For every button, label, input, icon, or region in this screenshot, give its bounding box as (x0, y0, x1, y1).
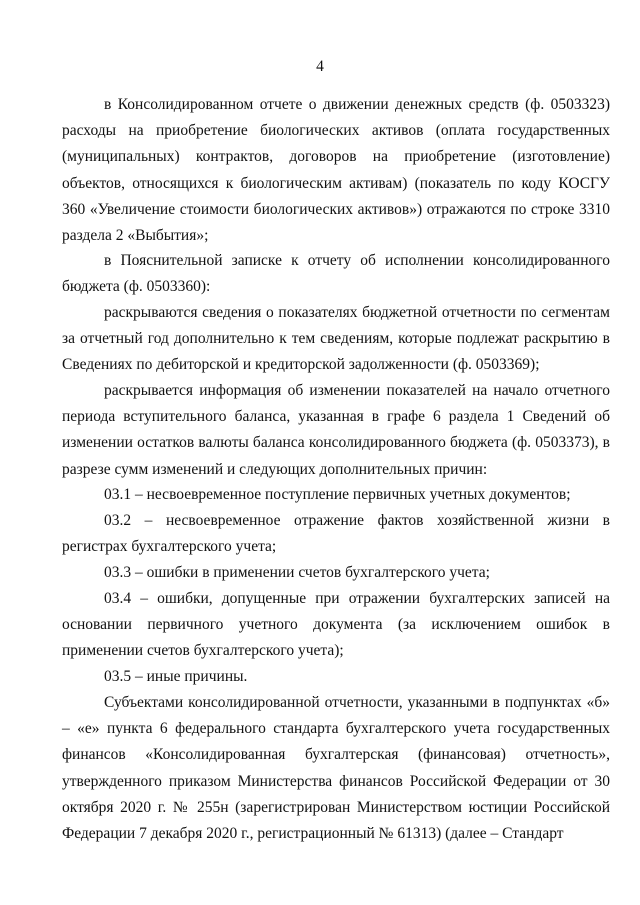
paragraph-consolidation-subjects: Субъектами консолидированной отчетности, указанными в подпунктах «б» – «е» пункта 6 федерального стандарта бухгалтерского учета государственных финансов «Консолидированная бухгалтерская (финансовая) отчетность», утвержденного приказом Министерства финансов Российской Федерации от 30 октября 2020 г. № 255н (зарегистрирован Министерством юстиции Российской Федерации 7 декабря 2020 г., регистрационный № 61313) (далее – Стандарт (62, 694, 610, 843)
list-item-03-1: 03.1 – несвоевременное поступление первичных учетных документов; (104, 486, 571, 503)
list-item-03-3: 03.3 – ошибки в применении счетов бухгалтерского учета; (104, 564, 490, 581)
page-number: 4 (316, 58, 324, 75)
list-item-03-5: 03.5 – иные причины. (104, 668, 248, 685)
paragraph-segment-disclosure: раскрываются сведения о показателях бюджетной отчетности по сегментам за отчетный год дополнительно к тем сведениям, которые подлежат раскрытию в Сведениях по дебиторской и кредиторской задолженности (ф. 0503369); (62, 304, 610, 374)
list-item-03-2: 03.2 – несвоевременное отражение фактов хозяйственной жизни в регистрах бухгалтерского учета; (62, 512, 610, 556)
list-item-03-4: 03.4 – ошибки, допущенные при отражении бухгалтерских записей на основании первичного учетного документа (за исключением ошибок в применении счетов бухгалтерского учета); (62, 590, 610, 660)
paragraph-balance-changes: раскрывается информация об изменении показателей на начало отчетного периода вступительного баланса, указанная в графе 6 раздела 1 Сведений об изменении остатков валюты баланса консолидированного бюджета (ф. 0503373), в разрезе сумм изменений и следующих дополнительных причин: (62, 382, 610, 478)
paragraph-explanatory-note: в Пояснительной записке к отчету об исполнении консолидированного бюджета (ф. 0503360): (62, 252, 610, 296)
paragraph-cash-flow-report: в Консолидированном отчете о движении денежных средств (ф. 0503323) расходы на приобретение биологических активов (оплата государственных (муниципальных) контрактов, договоров на приобретение (изготовление) объектов, относящихся к биологическим активам) (показатель по коду КОСГУ 360 «Увеличение стоимости биологических активов») отражаются по строке 3310 раздела 2 «Выбытия»; (62, 96, 610, 245)
